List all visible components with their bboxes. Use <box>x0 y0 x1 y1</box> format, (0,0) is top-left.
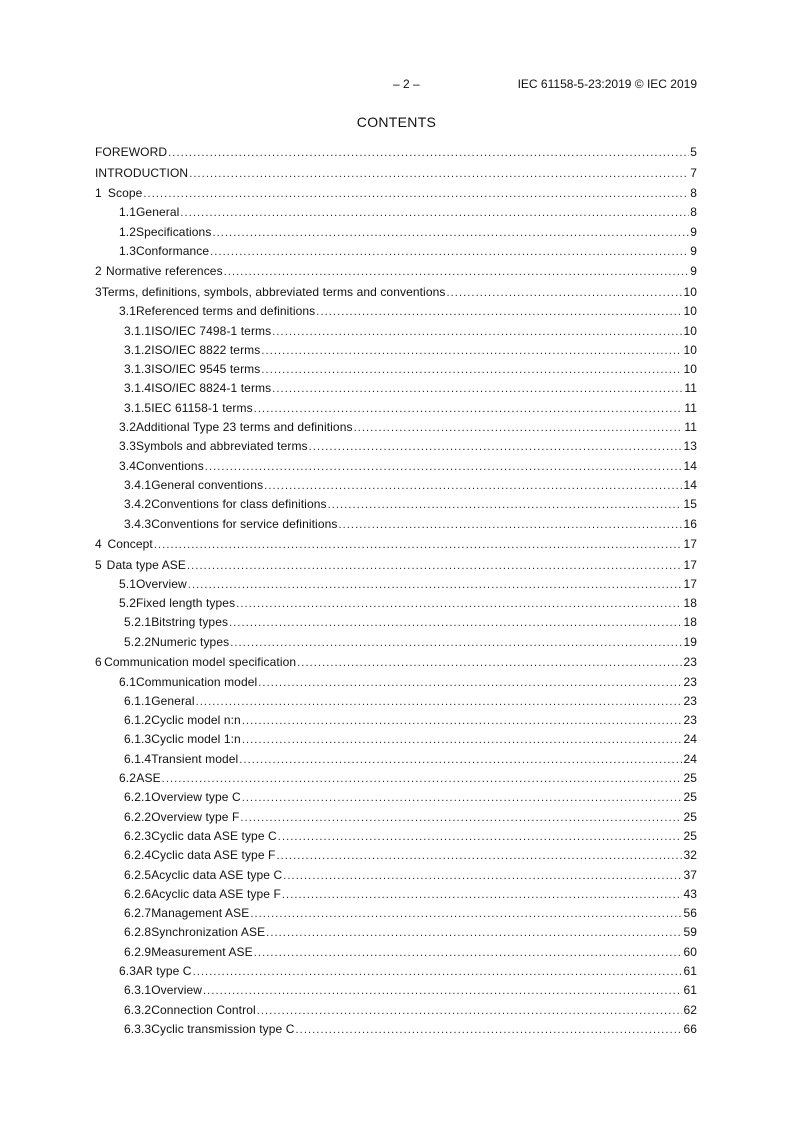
toc-entry-number: 5.2.1 <box>124 615 152 630</box>
dot-leader <box>254 401 684 417</box>
toc-entry-page: 37 <box>683 867 697 882</box>
toc-entry[interactable] <box>95 419 697 435</box>
toc-entry-number: 6.1.4 <box>124 751 152 766</box>
toc-entry[interactable] <box>95 165 697 181</box>
toc-entry[interactable] <box>95 477 697 493</box>
toc-entry-number: 1.2 <box>119 224 136 239</box>
toc-entry-page: 61 <box>683 964 697 978</box>
toc-entry-number: 1.1 <box>119 205 136 220</box>
toc-entry-page: 13 <box>683 439 697 454</box>
toc-entry[interactable] <box>95 731 697 747</box>
dot-leader <box>242 732 683 748</box>
page-number: – 2 – <box>393 77 420 91</box>
toc-entry-page: 10 <box>683 284 697 299</box>
toc-entry-page: 59 <box>683 925 697 940</box>
toc-entry-title: Overview type F <box>151 809 240 824</box>
dot-leader <box>261 343 682 359</box>
dot-leader <box>187 558 682 574</box>
dot-leader <box>266 925 682 941</box>
toc-entry-number: 6.2.8 <box>124 925 152 940</box>
toc-entry-title: ISO/IEC 7498-1 terms <box>151 323 272 338</box>
toc-entry[interactable] <box>95 809 697 825</box>
toc-entry[interactable] <box>95 654 697 670</box>
dot-leader <box>168 145 689 161</box>
toc-entry[interactable] <box>95 712 697 728</box>
toc-entry-title: IEC 61158-1 terms <box>151 400 253 415</box>
dot-leader <box>180 205 689 221</box>
toc-entry-number: 1.3 <box>119 243 136 258</box>
toc-entry-number: 6.2.9 <box>124 944 152 959</box>
toc-entry-title: General <box>151 693 195 708</box>
toc-entry-number: 6.3.1 <box>124 983 152 998</box>
toc-entry-page: 15 <box>683 497 697 512</box>
toc-entry-page: 9 <box>690 264 697 279</box>
toc-entry-title: Cyclic data ASE type C <box>151 828 277 843</box>
dot-leader <box>257 1003 683 1019</box>
toc-entry[interactable] <box>95 595 697 611</box>
toc-entry[interactable] <box>95 243 697 259</box>
dot-leader <box>203 983 682 999</box>
toc-entry-page: 32 <box>683 848 697 863</box>
toc-entry-title: Fixed length types <box>135 596 236 611</box>
toc-entry-title: FOREWORD <box>95 145 168 159</box>
toc-entry-number: 6.2.1 <box>124 790 152 805</box>
toc-entry-title: Cyclic model n:n <box>151 713 241 728</box>
toc-entry-page: 25 <box>683 828 697 843</box>
toc-entry-number: 6.2.4 <box>124 848 152 863</box>
toc-entry-page: 60 <box>683 944 697 959</box>
toc-entry-page: 10 <box>683 362 697 377</box>
toc-entry-number: 5.2 <box>119 596 136 611</box>
dot-leader <box>328 497 683 513</box>
toc-entry[interactable] <box>95 303 697 319</box>
toc-entry-number: 3.4.3 <box>124 516 152 531</box>
page-header <box>95 76 697 92</box>
toc-entry-page: 25 <box>683 771 697 785</box>
toc-entry-title: Transient model <box>151 751 239 766</box>
toc-entry-title: Acyclic data ASE type F <box>151 886 281 901</box>
toc-entry-number: 6.1 <box>119 674 136 689</box>
toc-entry-title: Communication model <box>135 674 258 689</box>
toc-entry-title: Terms, definitions, symbols, abbreviated terms and conventions <box>101 284 446 299</box>
toc-entry-title: ISO/IEC 9545 terms <box>151 362 261 377</box>
dot-leader <box>193 964 683 980</box>
toc-entry-title: Overview <box>135 576 187 591</box>
toc-entry-number: 6.3.2 <box>124 1002 152 1017</box>
toc-entry[interactable] <box>95 674 697 690</box>
dot-leader <box>297 655 682 671</box>
toc-entry-page: 19 <box>683 634 697 649</box>
dot-leader <box>229 615 682 631</box>
toc-entry-title: Management ASE <box>151 906 250 921</box>
toc-entry[interactable] <box>95 263 697 279</box>
dot-leader <box>143 186 689 202</box>
dot-leader <box>250 906 682 922</box>
dot-leader <box>240 810 682 826</box>
toc-entry-page: 24 <box>683 751 697 766</box>
dot-leader <box>239 752 682 768</box>
toc-entry-title: Cyclic model 1:n <box>151 732 241 747</box>
dot-leader <box>354 420 684 436</box>
toc-entry-number: 6.2 <box>119 771 136 785</box>
toc-entry-number: 6.3.3 <box>124 1021 152 1036</box>
toc-entry-title: Conventions for service definitions <box>151 516 338 531</box>
toc-entry-page: 25 <box>683 809 697 824</box>
toc-entry[interactable] <box>95 867 697 883</box>
toc-entry[interactable] <box>95 1002 697 1018</box>
toc-entry-title: Acyclic data ASE type C <box>151 867 283 882</box>
toc-entry-page: 10 <box>683 342 697 357</box>
toc-entry-title: AR type C <box>135 964 192 978</box>
dot-leader <box>282 887 683 903</box>
toc-entry-page: 18 <box>683 596 697 611</box>
toc-entry[interactable] <box>95 963 697 979</box>
toc-entry-page: 11 <box>684 400 697 415</box>
dot-leader <box>283 868 682 884</box>
toc-entry[interactable] <box>95 789 697 805</box>
dot-leader <box>210 244 689 260</box>
toc-entry-page: 66 <box>683 1021 697 1036</box>
toc-entry[interactable] <box>95 614 697 630</box>
dot-leader <box>154 537 683 553</box>
dot-leader <box>261 362 682 378</box>
toc-entry[interactable] <box>95 924 697 940</box>
toc-entry[interactable] <box>95 496 697 512</box>
toc-entry-title: Normative references <box>105 264 223 279</box>
dot-leader <box>254 945 683 961</box>
toc-entry-page: 7 <box>690 165 697 180</box>
toc-entry-page: 17 <box>683 557 697 572</box>
dot-leader <box>316 304 682 320</box>
dot-leader <box>296 1022 683 1038</box>
toc-entry[interactable] <box>95 576 697 592</box>
dot-leader <box>236 596 682 612</box>
toc-entry-page: 23 <box>683 655 697 670</box>
toc-entry-number: 3.1.2 <box>124 342 152 357</box>
toc-entry-number: 3.4.1 <box>124 477 152 492</box>
dot-leader <box>162 771 683 787</box>
toc-entry[interactable] <box>95 458 697 474</box>
toc-entry-page: 61 <box>683 983 697 998</box>
toc-entry-number: 6.1.1 <box>124 693 152 708</box>
toc-entry-page: 23 <box>683 674 697 689</box>
toc-entry-page: 14 <box>683 477 697 492</box>
toc-entry-page: 24 <box>683 732 697 747</box>
toc-entry-title: General <box>135 205 180 220</box>
toc-entry-number: 5 <box>95 557 102 572</box>
toc-entry-number: 3.1 <box>119 304 136 319</box>
toc-entry[interactable] <box>95 516 697 532</box>
toc-entry[interactable] <box>95 204 697 220</box>
dot-leader <box>258 675 682 691</box>
toc-entry-title: Conformance <box>135 243 210 258</box>
toc-entry-title: Concept <box>107 537 153 551</box>
dot-leader <box>272 381 683 397</box>
dot-leader <box>446 285 682 301</box>
dot-leader <box>264 478 682 494</box>
toc-entry-number: 6.1.2 <box>124 713 152 728</box>
toc-entry-title: ISO/IEC 8824-1 terms <box>151 381 272 396</box>
toc-entry-page: 16 <box>683 516 697 531</box>
toc-entry-title: Conventions for class definitions <box>151 497 327 512</box>
toc-entry-number: 3.2 <box>119 420 136 434</box>
toc-entry-number: 5.1 <box>119 576 136 591</box>
toc-entry[interactable] <box>95 905 697 921</box>
toc-entry[interactable] <box>95 847 697 863</box>
toc-entry-title: Conventions <box>135 458 204 473</box>
toc-entry-title: Symbols and abbreviated terms <box>135 439 308 454</box>
toc-entry-page: 23 <box>683 713 697 728</box>
standard-reference: IEC 61158-5-23:2019 © IEC 2019 <box>517 77 697 91</box>
toc-entry-number: 6 <box>95 655 102 670</box>
toc-entry[interactable] <box>95 770 697 786</box>
toc-entry-title: Bitstring types <box>151 615 229 630</box>
dot-leader <box>188 577 683 593</box>
toc-entry[interactable] <box>95 944 697 960</box>
toc-entry[interactable] <box>95 828 697 844</box>
toc-entry-number: 3.1.4 <box>124 381 152 396</box>
toc-entry-number: 6.2.5 <box>124 867 152 882</box>
toc-entry-title: Numeric types <box>151 634 230 649</box>
toc-entry-page: 11 <box>684 381 697 396</box>
toc-entry[interactable] <box>95 400 697 416</box>
dot-leader <box>212 225 689 241</box>
toc-entry[interactable] <box>95 634 697 650</box>
toc-entry-number: 6.2.2 <box>124 809 152 824</box>
dot-leader <box>224 264 690 280</box>
dot-leader <box>338 517 682 533</box>
toc-entry-title: Cyclic data ASE type F <box>151 848 276 863</box>
toc-entry-page: 43 <box>683 886 697 901</box>
toc-entry[interactable] <box>95 323 697 339</box>
toc-entry-page: 62 <box>683 1002 697 1017</box>
toc-entry-page: 56 <box>683 906 697 921</box>
toc-entry-title: Referenced terms and definitions <box>135 304 316 319</box>
dot-leader <box>309 439 683 455</box>
toc-entry-page: 17 <box>683 537 697 551</box>
toc-entry[interactable] <box>95 982 697 998</box>
dot-leader <box>276 848 682 864</box>
toc-entry-number: 3.1.5 <box>124 400 152 415</box>
toc-entry[interactable] <box>95 380 697 396</box>
toc-entry[interactable] <box>95 185 697 201</box>
toc-entry-number: 6.3 <box>119 964 136 978</box>
toc-entry[interactable] <box>95 438 697 454</box>
toc-entry-page: 10 <box>683 304 697 319</box>
toc-entry-title: Additional Type 23 terms and definitions <box>135 420 353 434</box>
toc-entry[interactable] <box>95 886 697 902</box>
toc-entry-page: 11 <box>684 420 697 434</box>
toc-entry-number: 6.2.6 <box>124 886 152 901</box>
toc-entry-number: 1 <box>95 186 102 200</box>
toc-entry-page: 8 <box>690 186 697 200</box>
toc-entry-title: General conventions <box>151 477 264 492</box>
toc-entry-number: 4 <box>95 537 102 551</box>
toc-entry-number: 2 <box>95 264 102 279</box>
toc-entry[interactable] <box>95 342 697 358</box>
toc-entry-title: ISO/IEC 8822 terms <box>151 342 261 357</box>
toc-entry-title: Measurement ASE <box>151 944 253 959</box>
dot-leader <box>189 166 689 182</box>
toc-entry-page: 10 <box>683 323 697 338</box>
toc-entry-number: 5.2.2 <box>124 634 152 649</box>
toc-entry-page: 5 <box>690 145 697 159</box>
toc-entry-number: 3.1.1 <box>124 323 152 338</box>
toc-entry-title: Cyclic transmission type C <box>151 1021 295 1036</box>
toc-entry[interactable] <box>95 284 697 300</box>
toc-entry-number: 3.3 <box>119 439 136 454</box>
toc-entry-title: ASE <box>136 771 161 785</box>
toc-entry-title: Specifications <box>135 224 212 239</box>
toc-entry-title: Scope <box>107 186 143 200</box>
toc-entry-number: 3.4 <box>119 458 136 473</box>
toc-entry-title: Data type ASE <box>106 557 187 572</box>
toc-entry-number: 6.2.7 <box>124 906 152 921</box>
toc-entry-title: Connection Control <box>151 1002 256 1017</box>
toc-entry[interactable] <box>95 144 697 160</box>
page-title: CONTENTS <box>356 114 437 130</box>
dot-leader <box>242 713 683 729</box>
dot-leader <box>242 790 683 806</box>
toc-entry-page: 23 <box>683 693 697 708</box>
dot-leader <box>205 459 683 475</box>
toc-entry-page: 14 <box>683 458 697 473</box>
toc-entry-number: 3 <box>95 284 102 299</box>
toc-entry-title: INTRODUCTION <box>95 165 189 180</box>
toc-entry-title: Overview <box>151 983 203 998</box>
toc-entry[interactable] <box>95 224 697 240</box>
toc-entry[interactable] <box>95 557 697 573</box>
toc-entry[interactable] <box>95 536 697 552</box>
dot-leader <box>278 829 683 845</box>
toc-entry-page: 9 <box>690 224 697 239</box>
toc-entry-title: Communication model specification <box>104 655 297 670</box>
toc-entry-title: Synchronization ASE <box>151 925 266 940</box>
toc-entry-number: 6.2.3 <box>124 828 152 843</box>
dot-leader <box>272 324 682 340</box>
toc-entry-number: 3.1.3 <box>124 362 152 377</box>
toc-entry-page: 9 <box>690 243 697 258</box>
toc-entry-page: 8 <box>690 205 697 220</box>
dot-leader <box>230 635 682 651</box>
toc-entry[interactable] <box>95 693 697 709</box>
toc-entry-page: 17 <box>683 576 697 591</box>
toc-entry-title: Overview type C <box>151 790 241 805</box>
toc-entry-number: 6.1.3 <box>124 732 152 747</box>
toc-entry-number: 3.4.2 <box>124 497 152 512</box>
toc-entry-page: 25 <box>683 790 697 805</box>
dot-leader <box>196 694 683 710</box>
toc-entry[interactable] <box>95 751 697 767</box>
toc-entry[interactable] <box>95 1021 697 1037</box>
toc-entry[interactable] <box>95 361 697 377</box>
toc-entry-page: 18 <box>683 615 697 630</box>
